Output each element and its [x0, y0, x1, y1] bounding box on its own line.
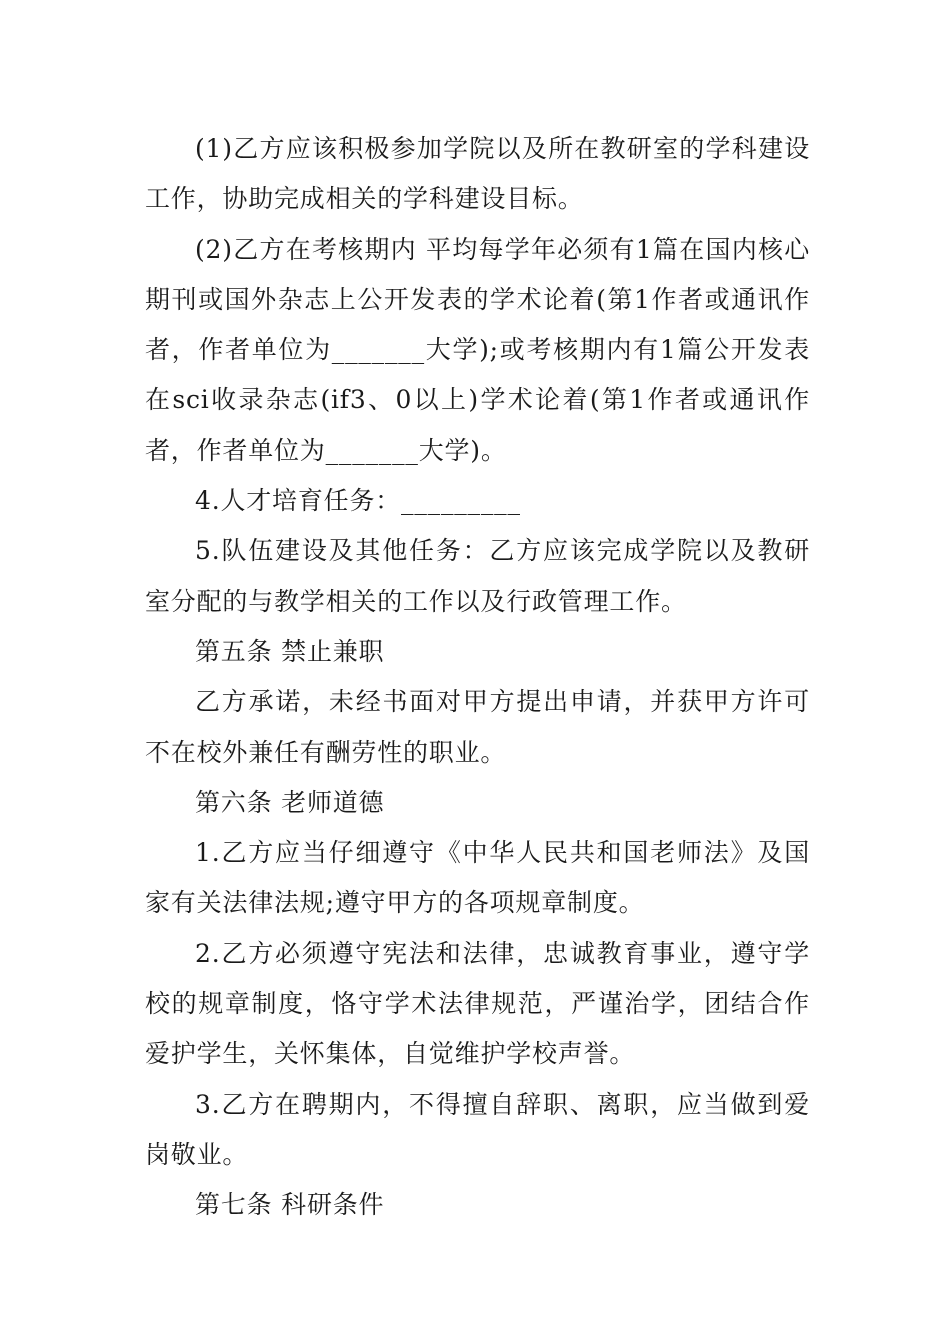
paragraph-conduct: 2.乙方必须遵守宪法和法律，忠诚教育事业，遵守学校的规章制度，恪守学术法律规范，严谨治学，团结合作爱护学生，关怀集体，自觉维护学校声誉。 — [145, 938, 810, 1069]
document-page — [145, 124, 810, 1231]
article-heading-5: 第五条 禁止兼职 — [195, 636, 385, 666]
article-heading-6: 第六条 老师道德 — [195, 787, 385, 817]
paragraph-no-resignation: 3.乙方在聘期内，不得擅自辞职、离职，应当做到爱岗敬业。 — [145, 1089, 810, 1169]
paragraph-no-part-time: 乙方承诺，未经书面对甲方提出申请，并获甲方许可不在校外兼任有酬劳性的职业。 — [145, 687, 810, 767]
paragraph-team-building: 5.队伍建设及其他任务：乙方应该完成学院以及教研室分配的与教学相关的工作以及行政管理工作。 — [145, 536, 810, 616]
paragraph-talent-training: 4.人才培育任务：_________ — [195, 486, 521, 516]
paragraph-publication-requirement: (2)乙方在考核期内 平均每学年必须有1篇在国内核心期刊或国外杂志上公开发表的学术论着(第1作者或通讯作者，作者单位为_______大学);或考核期内有1篇公开发表在sci收录杂志(if3、0以上)学术论着(第1作者或通讯作者，作者单位为_______大学)。 — [145, 234, 810, 465]
paragraph-discipline-building: (1)乙方应该积极参加学院以及所在教研室的学科建设工作，协助完成相关的学科建设目标。 — [145, 134, 810, 214]
article-heading-7: 第七条 科研条件 — [195, 1190, 385, 1220]
paragraph-teacher-law: 1.乙方应当仔细遵守《中华人民共和国老师法》及国家有关法律法规;遵守甲方的各项规章制度。 — [145, 838, 810, 918]
